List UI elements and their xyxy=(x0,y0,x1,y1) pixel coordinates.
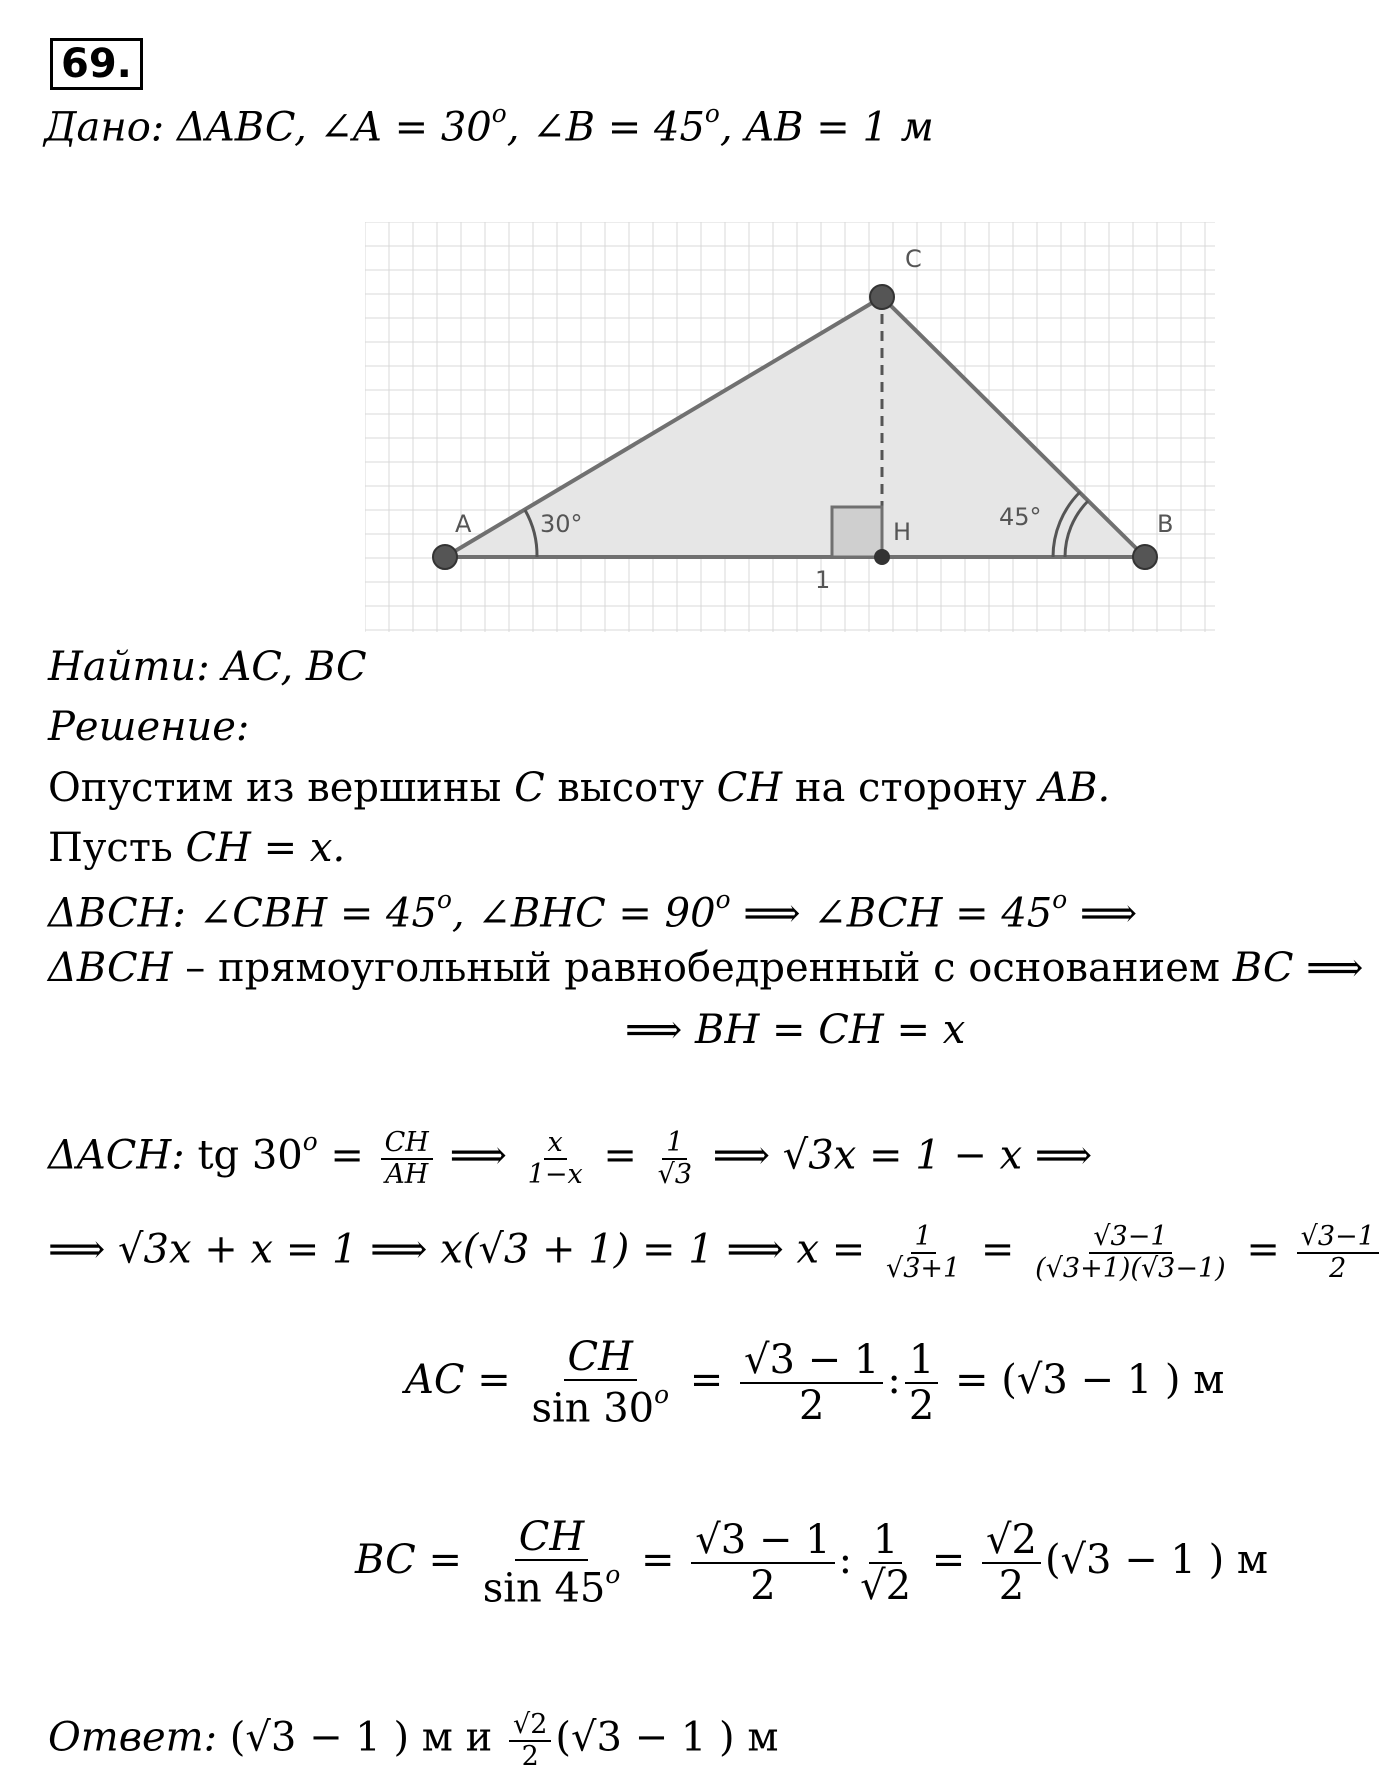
fraction-result-x: $\frac{√3-1}{2}$ xyxy=(1297,1222,1379,1283)
point-c xyxy=(870,285,894,309)
fraction-sqrt3minus1-2: $\frac{√3 - 1}{2}$ xyxy=(740,1338,883,1428)
solution-line-3: ΔBCH: ∠CBH = $45^o$, ∠BHC = $90^o$ ⟹ ∠BCH = $45^o$ ⟹ xyxy=(48,885,1138,937)
solution-line-7: ⟹ √3x + x = 1 ⟹ x(√3 + 1) = 1 ⟹ x = $\frac{1}{√3+1}$ = $\frac{√3-1}{(√3+1)(√3-1)}$ = $\frac{√3-1}{2}$ xyxy=(48,1222,1383,1283)
fraction-answer-sqrt2-2: $\frac{√2}{2}$ xyxy=(509,1710,551,1771)
fraction-sqrt3minus1-2-bc: $\frac{√3 - 1}{2}$ xyxy=(691,1518,834,1608)
ac-formula: AC = $\frac{CH}{\sin 30^o}$ = $\frac{√3 - 1}{2}$ : $\frac{1}{2}$ = (√3 − 1 ) м xyxy=(405,1334,1225,1432)
right-angle-mark xyxy=(832,507,882,557)
fraction-ch-sin30: $\frac{CH}{\sin 30^o}$ xyxy=(531,1334,670,1432)
point-b xyxy=(1133,545,1157,569)
solution-line-2: Пусть CH = x. xyxy=(48,825,346,871)
fraction-1-sqrt3plus1: $\frac{1}{√3+1}$ xyxy=(886,1221,961,1284)
label-h: H xyxy=(893,518,912,546)
fraction-1-2: $\frac{1}{2}$ xyxy=(905,1338,938,1428)
solution-line-6: ΔACH: tg $30^o$ = $\frac{CH}{AH}$ ⟹ $\frac{x}{1-x}$ = $\frac{1}{√3}$ ⟹ √3x = 1 − x ⟹ xyxy=(48,1127,1093,1190)
given-label: Дано xyxy=(44,104,151,151)
problem-number: 69. xyxy=(50,38,143,90)
solution-label: Решение: xyxy=(48,704,250,750)
find-line: Найти: AC, BC xyxy=(48,644,367,690)
label-c: C xyxy=(905,245,922,273)
solution-line-1: Опустим из вершины C высоту CH на сторону AB. xyxy=(48,765,1111,811)
label-a: A xyxy=(455,510,472,538)
fraction-rationalized: $\frac{√3-1}{(√3+1)(√3-1)}$ xyxy=(1035,1221,1226,1284)
answer-line: Ответ: (√3 − 1 ) м и $\frac{√2}{2}$ (√3 − 1 ) м xyxy=(48,1709,779,1772)
solution-line-5: ⟹ BH = CH = x xyxy=(625,1007,966,1053)
fraction-1-sqrt2: $\frac{1}{√2}$ xyxy=(860,1516,912,1609)
solution-line-4: ΔBCH – прямоугольный равнобедренный с основанием BC ⟹ xyxy=(48,945,1364,991)
answer-label: Ответ: xyxy=(48,1714,218,1761)
label-side-ab: 1 xyxy=(815,566,831,594)
bc-formula: BC = $\frac{CH}{\sin 45^o}$ = $\frac{√3 - 1}{2}$ : $\frac{1}{√2}$ = $\frac{√2}{2}$ (√3 − 1 ) м xyxy=(355,1514,1269,1612)
point-h xyxy=(874,549,890,565)
fraction-x: $\frac{x}{1-x}$ xyxy=(527,1127,583,1190)
point-a xyxy=(433,545,457,569)
label-b: B xyxy=(1157,510,1174,538)
label-angle-a: 30° xyxy=(540,510,583,538)
triangle-figure xyxy=(365,222,1215,632)
given-line: Дано: ΔABC, ∠A = $30^o$, ∠B = $45^o$, AB = 1 м xyxy=(44,99,934,151)
fraction-ch-sin45: $\frac{CH}{\sin 45^o}$ xyxy=(482,1514,621,1612)
fraction-sqrt2-2: $\frac{√2}{2}$ xyxy=(982,1518,1041,1608)
fraction-1-sqrt3: $\frac{1}{√3}$ xyxy=(657,1127,693,1190)
label-angle-b: 45° xyxy=(999,503,1042,531)
fraction-ch-ah: $\frac{CH}{AH}$ xyxy=(381,1128,433,1189)
